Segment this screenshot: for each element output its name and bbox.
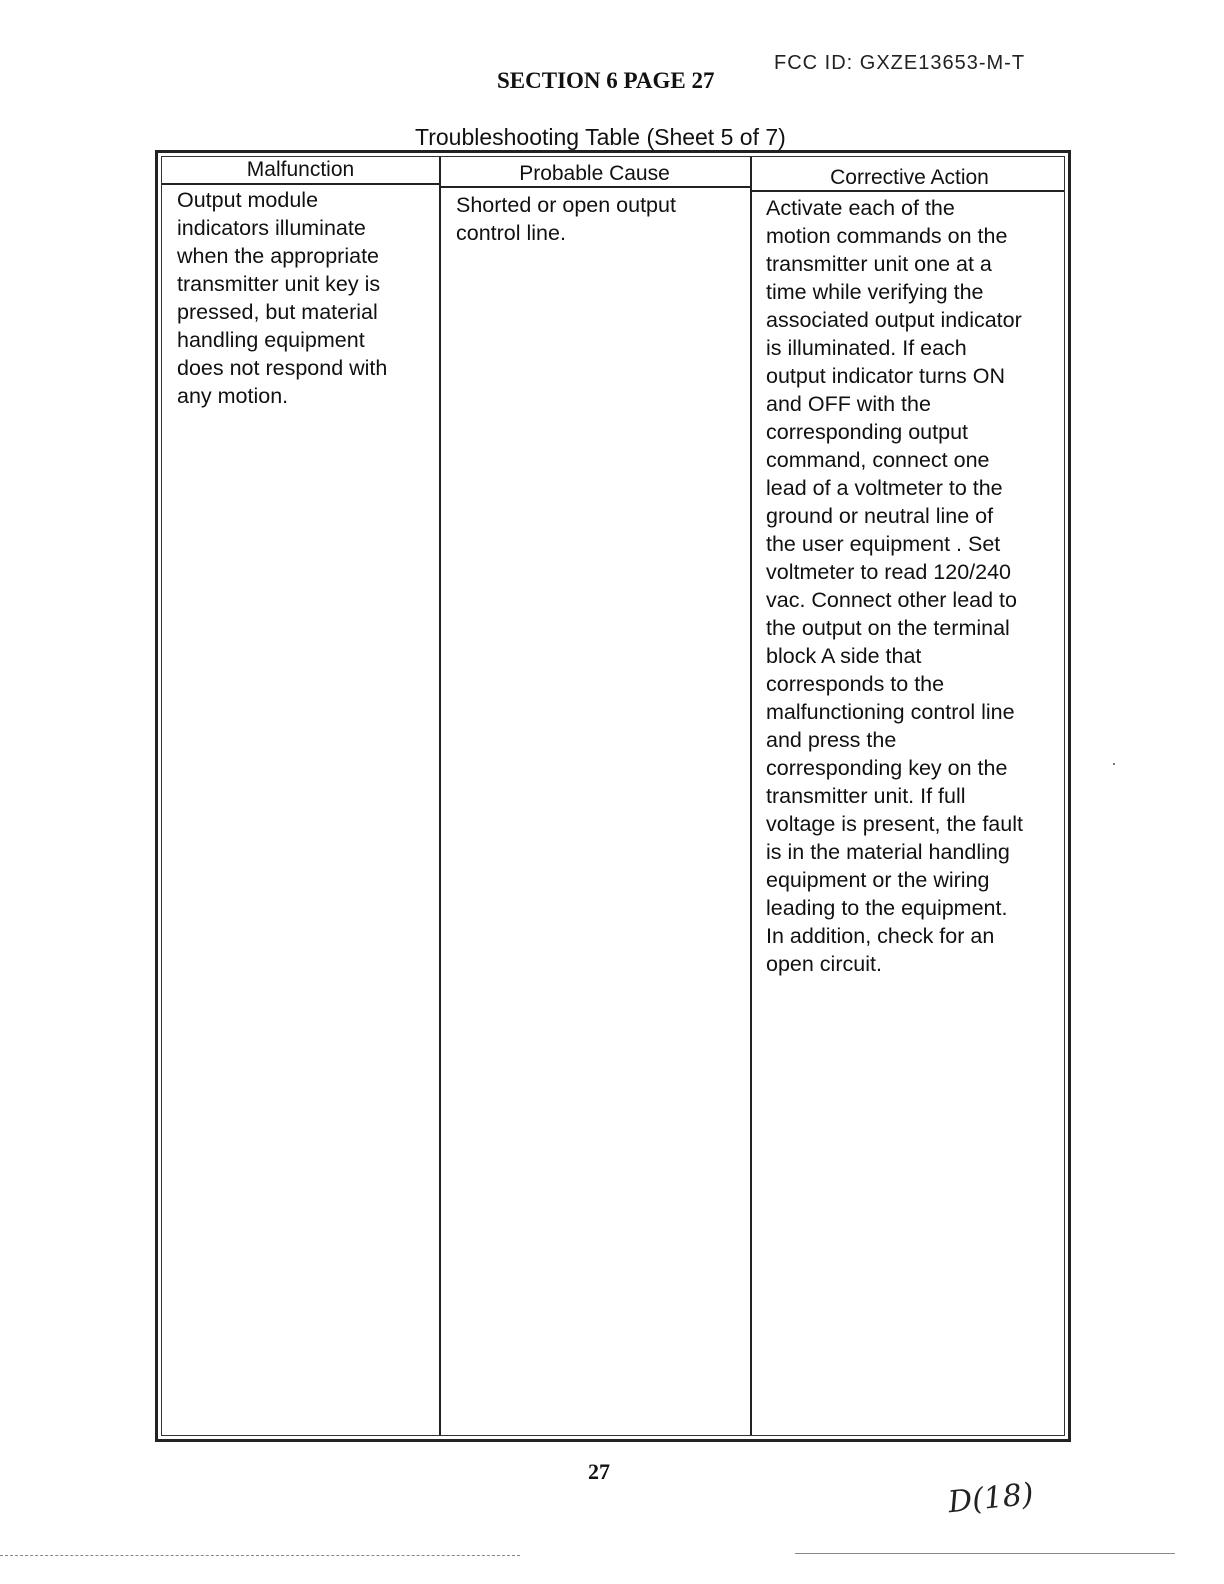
cell-line: is in the material handling <box>766 840 1010 864</box>
cell-line: associated output indicator <box>766 308 1022 332</box>
cell-line: block A side that <box>766 644 922 668</box>
cell-line: transmitter unit. If full <box>766 784 966 808</box>
cell-line: ground or neutral line of <box>766 504 994 528</box>
cell-line: corresponds to the <box>766 672 945 696</box>
scan-artifact-dot <box>1113 763 1115 765</box>
cell-corrective-action <box>766 194 1066 978</box>
handwritten-note: D(18) <box>946 1476 1036 1521</box>
page-number: 27 <box>588 1459 610 1484</box>
cell-line: and press the <box>766 728 897 752</box>
cell-line: time while verifying the <box>766 280 984 304</box>
cell-line: transmitter unit one at a <box>766 252 992 276</box>
troubleshooting-table <box>155 150 1071 1442</box>
cell-line: when the appropriate <box>177 244 380 268</box>
cell-line: In addition, check for an <box>766 924 995 948</box>
scan-artifact-line-right <box>795 1553 1175 1554</box>
cell-line: the user equipment . Set <box>766 532 1001 556</box>
header-probable-cause: Probable Cause <box>519 162 670 185</box>
cell-line: output indicator turns ON <box>766 364 1006 388</box>
cell-line: the output on the terminal <box>766 616 1010 640</box>
cell-line: equipment or the wiring <box>766 868 990 892</box>
cell-line: does not respond with <box>177 356 388 380</box>
cell-line: voltmeter to read 120/240 <box>766 560 1012 584</box>
cell-malfunction <box>177 186 432 410</box>
cell-line: lead of a voltmeter to the <box>766 476 1003 500</box>
header-rule-malfunction <box>162 183 439 185</box>
cell-probable-cause <box>456 191 741 247</box>
column-divider-1 <box>439 157 441 1435</box>
cell-line: motion commands on the <box>766 224 1008 248</box>
cell-line: and OFF with the <box>766 392 931 416</box>
cell-line: vac. Connect other lead to <box>766 588 1017 612</box>
cell-line: is illuminated. If each <box>766 336 967 360</box>
cell-line: control line. <box>456 221 566 245</box>
cell-line: voltage is present, the fault <box>766 812 1023 836</box>
cell-line: handling equipment <box>177 328 365 352</box>
cell-line: indicators illuminate <box>177 216 366 240</box>
section-title: SECTION 6 PAGE 27 <box>497 68 715 93</box>
cell-line: Output module <box>177 188 319 212</box>
fcc-id: FCC ID: GXZE13653-M-T <box>774 52 1026 74</box>
cell-line: leading to the equipment. <box>766 896 1008 920</box>
cell-line: any motion. <box>177 384 289 408</box>
cell-line: malfunctioning control line <box>766 700 1015 724</box>
scan-artifact-line-left <box>0 1555 520 1556</box>
header-rule-action <box>750 190 1064 192</box>
header-corrective-action: Corrective Action <box>830 166 989 189</box>
cell-line: corresponding key on the <box>766 756 1008 780</box>
header-rule-cause <box>439 186 750 188</box>
cell-line: corresponding output <box>766 420 969 444</box>
cell-line: Shorted or open output <box>456 193 676 217</box>
cell-line: transmitter unit key is <box>177 272 381 296</box>
table-caption: Troubleshooting Table (Sheet 5 of 7) <box>415 124 786 150</box>
cell-line: Activate each of the <box>766 196 955 220</box>
column-divider-2 <box>750 157 752 1435</box>
cell-line: open circuit. <box>766 952 882 976</box>
table-inner-border <box>161 156 1065 1436</box>
header-malfunction: Malfunction <box>246 158 355 181</box>
cell-line: command, connect one <box>766 448 990 472</box>
cell-line: pressed, but material <box>177 300 378 324</box>
